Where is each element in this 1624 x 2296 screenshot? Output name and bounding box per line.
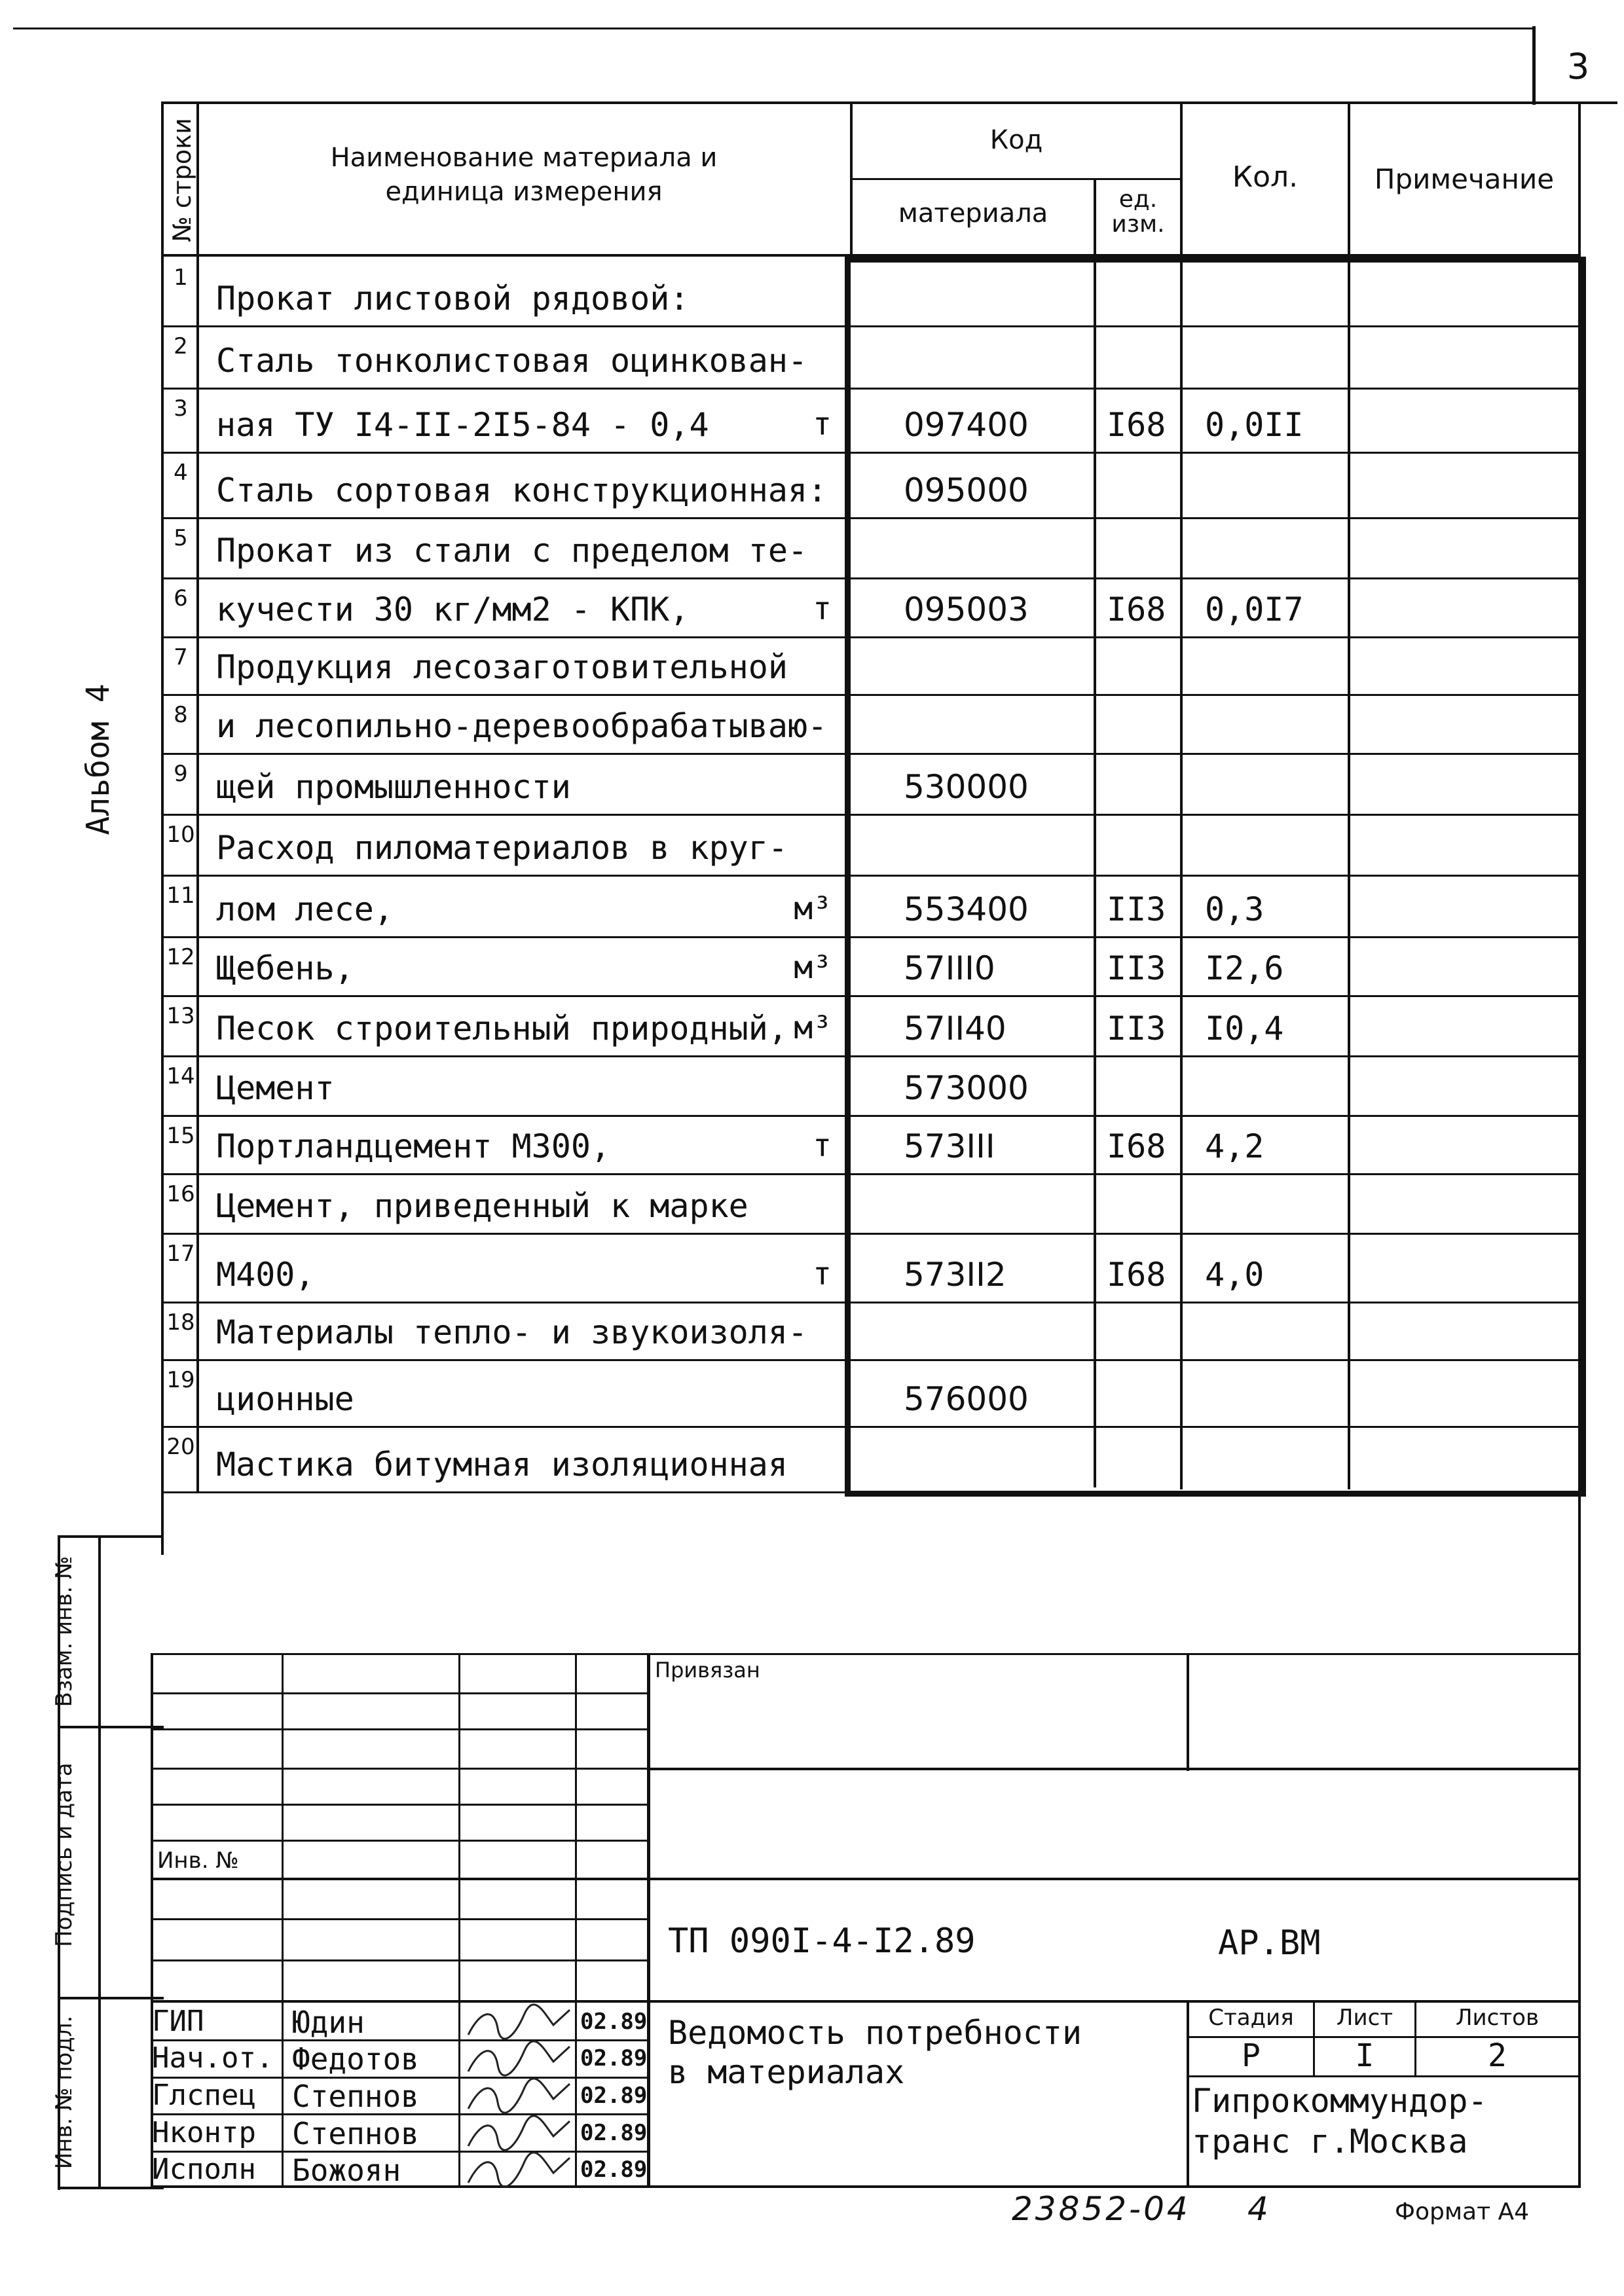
person-role: Нконтр (152, 2116, 256, 2149)
row-number: 12 (166, 944, 195, 970)
row-qty: 0,3 (1205, 890, 1264, 928)
row-unit: т (813, 591, 832, 627)
row-number: 10 (166, 822, 195, 848)
signature-mark (462, 2113, 573, 2153)
row-unit: м³ (794, 890, 832, 927)
person-name: Степнов (292, 2079, 419, 2114)
side-label-vzam: Взам. инв. № (51, 1556, 77, 1707)
row-name: Материалы тепло- и звукоизоля- (216, 1313, 808, 1351)
row-material-code: 095003 (904, 591, 1029, 629)
privyazan-label: Привязан (655, 1658, 760, 1683)
row-material-code: 553400 (904, 890, 1029, 928)
row-material-code: 530000 (904, 768, 1029, 806)
row-name: Портландцемент М300, (216, 1127, 611, 1165)
row-number: 19 (166, 1367, 195, 1393)
row-number: 6 (174, 585, 188, 611)
signature-mark (462, 2039, 573, 2078)
row-unit-code: II3 (1107, 1010, 1166, 1048)
header-note: Примечание (1374, 163, 1555, 195)
footer-page: 4 (1247, 2190, 1268, 2228)
header-code: Код (989, 125, 1043, 155)
listov-value: 2 (1488, 2037, 1507, 2074)
row-material-code: 576000 (904, 1380, 1029, 1418)
row-unit: т (813, 406, 832, 443)
row-number: 9 (174, 761, 188, 787)
row-number: 11 (166, 883, 195, 909)
row-name: Прокат листовой рядовой: (216, 280, 690, 318)
row-unit: т (813, 1256, 832, 1292)
header-qty: Кол. (1232, 160, 1299, 194)
row-name: Песок строительный природный, (216, 1010, 788, 1048)
row-number: 1 (174, 264, 188, 291)
row-qty: 0,0II (1205, 406, 1304, 444)
row-number: 5 (174, 525, 188, 551)
person-name: Степнов (292, 2116, 419, 2151)
signature-mark (462, 2150, 573, 2189)
row-unit: т (813, 1127, 832, 1164)
row-unit-code: I68 (1107, 1127, 1166, 1165)
row-name: Цемент, приведенный к марке (216, 1187, 748, 1225)
row-unit-code: II3 (1107, 949, 1166, 987)
person-date: 02.89 (580, 2083, 648, 2109)
row-name: щей промышленности (216, 768, 571, 806)
row-name: ная ТУ I4-II-2I5-84 - 0,4 (216, 406, 709, 444)
list-value: I (1355, 2037, 1375, 2074)
row-number: 4 (174, 460, 188, 486)
list-label: Лист (1336, 2005, 1393, 2031)
person-date: 02.89 (580, 2045, 648, 2071)
doc-title: Ведомость потребности в материалах (668, 2014, 1082, 2091)
signature-mark (462, 2076, 573, 2115)
row-name: М400, (216, 1256, 315, 1294)
row-name: кучести 30 кг/мм2 - КПК, (216, 591, 690, 629)
signature-mark (462, 2002, 573, 2041)
person-date: 02.89 (580, 2009, 648, 2035)
row-number: 7 (174, 644, 188, 670)
row-material-code: 095000 (904, 471, 1029, 509)
row-number: 20 (166, 1434, 195, 1460)
organization: Гипрокоммундор- транс г.Москва (1192, 2082, 1488, 2160)
album-label: Альбом 4 (80, 683, 117, 835)
row-material-code: 57III0 (904, 949, 995, 987)
row-number: 17 (166, 1241, 195, 1267)
row-number: 15 (166, 1123, 195, 1149)
person-name: Божоян (292, 2153, 401, 2188)
inv-no-label: Инв. № (157, 1848, 239, 1874)
row-number: 8 (174, 702, 188, 728)
side-label-inv-podl: Инв. № подл. (51, 2015, 77, 2170)
row-number: 13 (166, 1003, 195, 1029)
listov-label: Листов (1455, 2005, 1539, 2031)
row-number: 2 (174, 333, 188, 359)
row-qty: I0,4 (1205, 1010, 1284, 1048)
side-label-podpis: Подпись и дата (51, 1762, 77, 1947)
stadia-value: Р (1242, 2037, 1261, 2074)
person-date: 02.89 (580, 2157, 648, 2183)
stadia-label: Стадия (1208, 2005, 1294, 2031)
row-name: Сталь тонколистовая оцинкован- (216, 342, 808, 380)
row-material-code: 573III (904, 1127, 995, 1165)
row-unit-code: II3 (1107, 890, 1166, 928)
row-number: 14 (166, 1063, 195, 1089)
person-role: Исполн (152, 2153, 256, 2186)
row-unit-code: I68 (1107, 591, 1166, 629)
person-date: 02.89 (580, 2120, 648, 2146)
row-name: и лесопильно-деревообрабатываю- (216, 707, 828, 745)
header-unit: ед. изм. (1111, 186, 1165, 238)
person-role: Нач.от. (152, 2041, 274, 2075)
person-name: Юдин (292, 2005, 365, 2040)
row-unit: м³ (794, 1010, 832, 1046)
row-name: Мастика битумная изоляционная (216, 1446, 788, 1484)
row-name: Продукция лесозаготовительной (216, 648, 788, 686)
row-unit-code: I68 (1107, 406, 1166, 444)
row-qty: I2,6 (1205, 949, 1284, 987)
header-name: Наименование материала и единица измерения (330, 143, 718, 207)
doc-mark: АР.ВМ (1218, 1923, 1321, 1963)
row-material-code: 573000 (904, 1069, 1029, 1107)
row-name: Цемент (216, 1069, 335, 1107)
row-name: Расход пиломатериалов в круг- (216, 829, 788, 867)
row-qty: 0,0I7 (1205, 591, 1304, 629)
page-number: 3 (1566, 46, 1590, 87)
row-name: ционные (216, 1380, 354, 1418)
row-name: Щебень, (216, 949, 354, 987)
row-unit-code: I68 (1107, 1256, 1166, 1294)
row-name: лом лесе, (216, 890, 394, 928)
row-number: 3 (174, 395, 188, 422)
doc-code: ТП 090I-4-I2.89 (668, 1922, 976, 1961)
header-row-no: № строки (168, 118, 196, 242)
row-name: Прокат из стали с пределом те- (216, 532, 808, 570)
person-name: Федотов (292, 2041, 419, 2077)
row-qty: 4,0 (1205, 1256, 1264, 1294)
format-label: Формат А4 (1395, 2198, 1530, 2225)
row-unit: м³ (794, 949, 832, 986)
header-material: материала (898, 198, 1048, 228)
row-qty: 4,2 (1205, 1127, 1264, 1165)
row-material-code: 097400 (904, 406, 1029, 444)
person-role: ГИП (152, 2005, 204, 2038)
person-role: Глспец (152, 2079, 256, 2112)
row-material-code: 57II40 (904, 1010, 1006, 1048)
row-number: 16 (166, 1181, 195, 1207)
footer-number: 23852-04 (1012, 2190, 1190, 2228)
row-material-code: 573II2 (904, 1256, 1006, 1294)
row-name: Сталь сортовая конструкционная: (216, 471, 828, 509)
row-number: 18 (166, 1309, 195, 1336)
